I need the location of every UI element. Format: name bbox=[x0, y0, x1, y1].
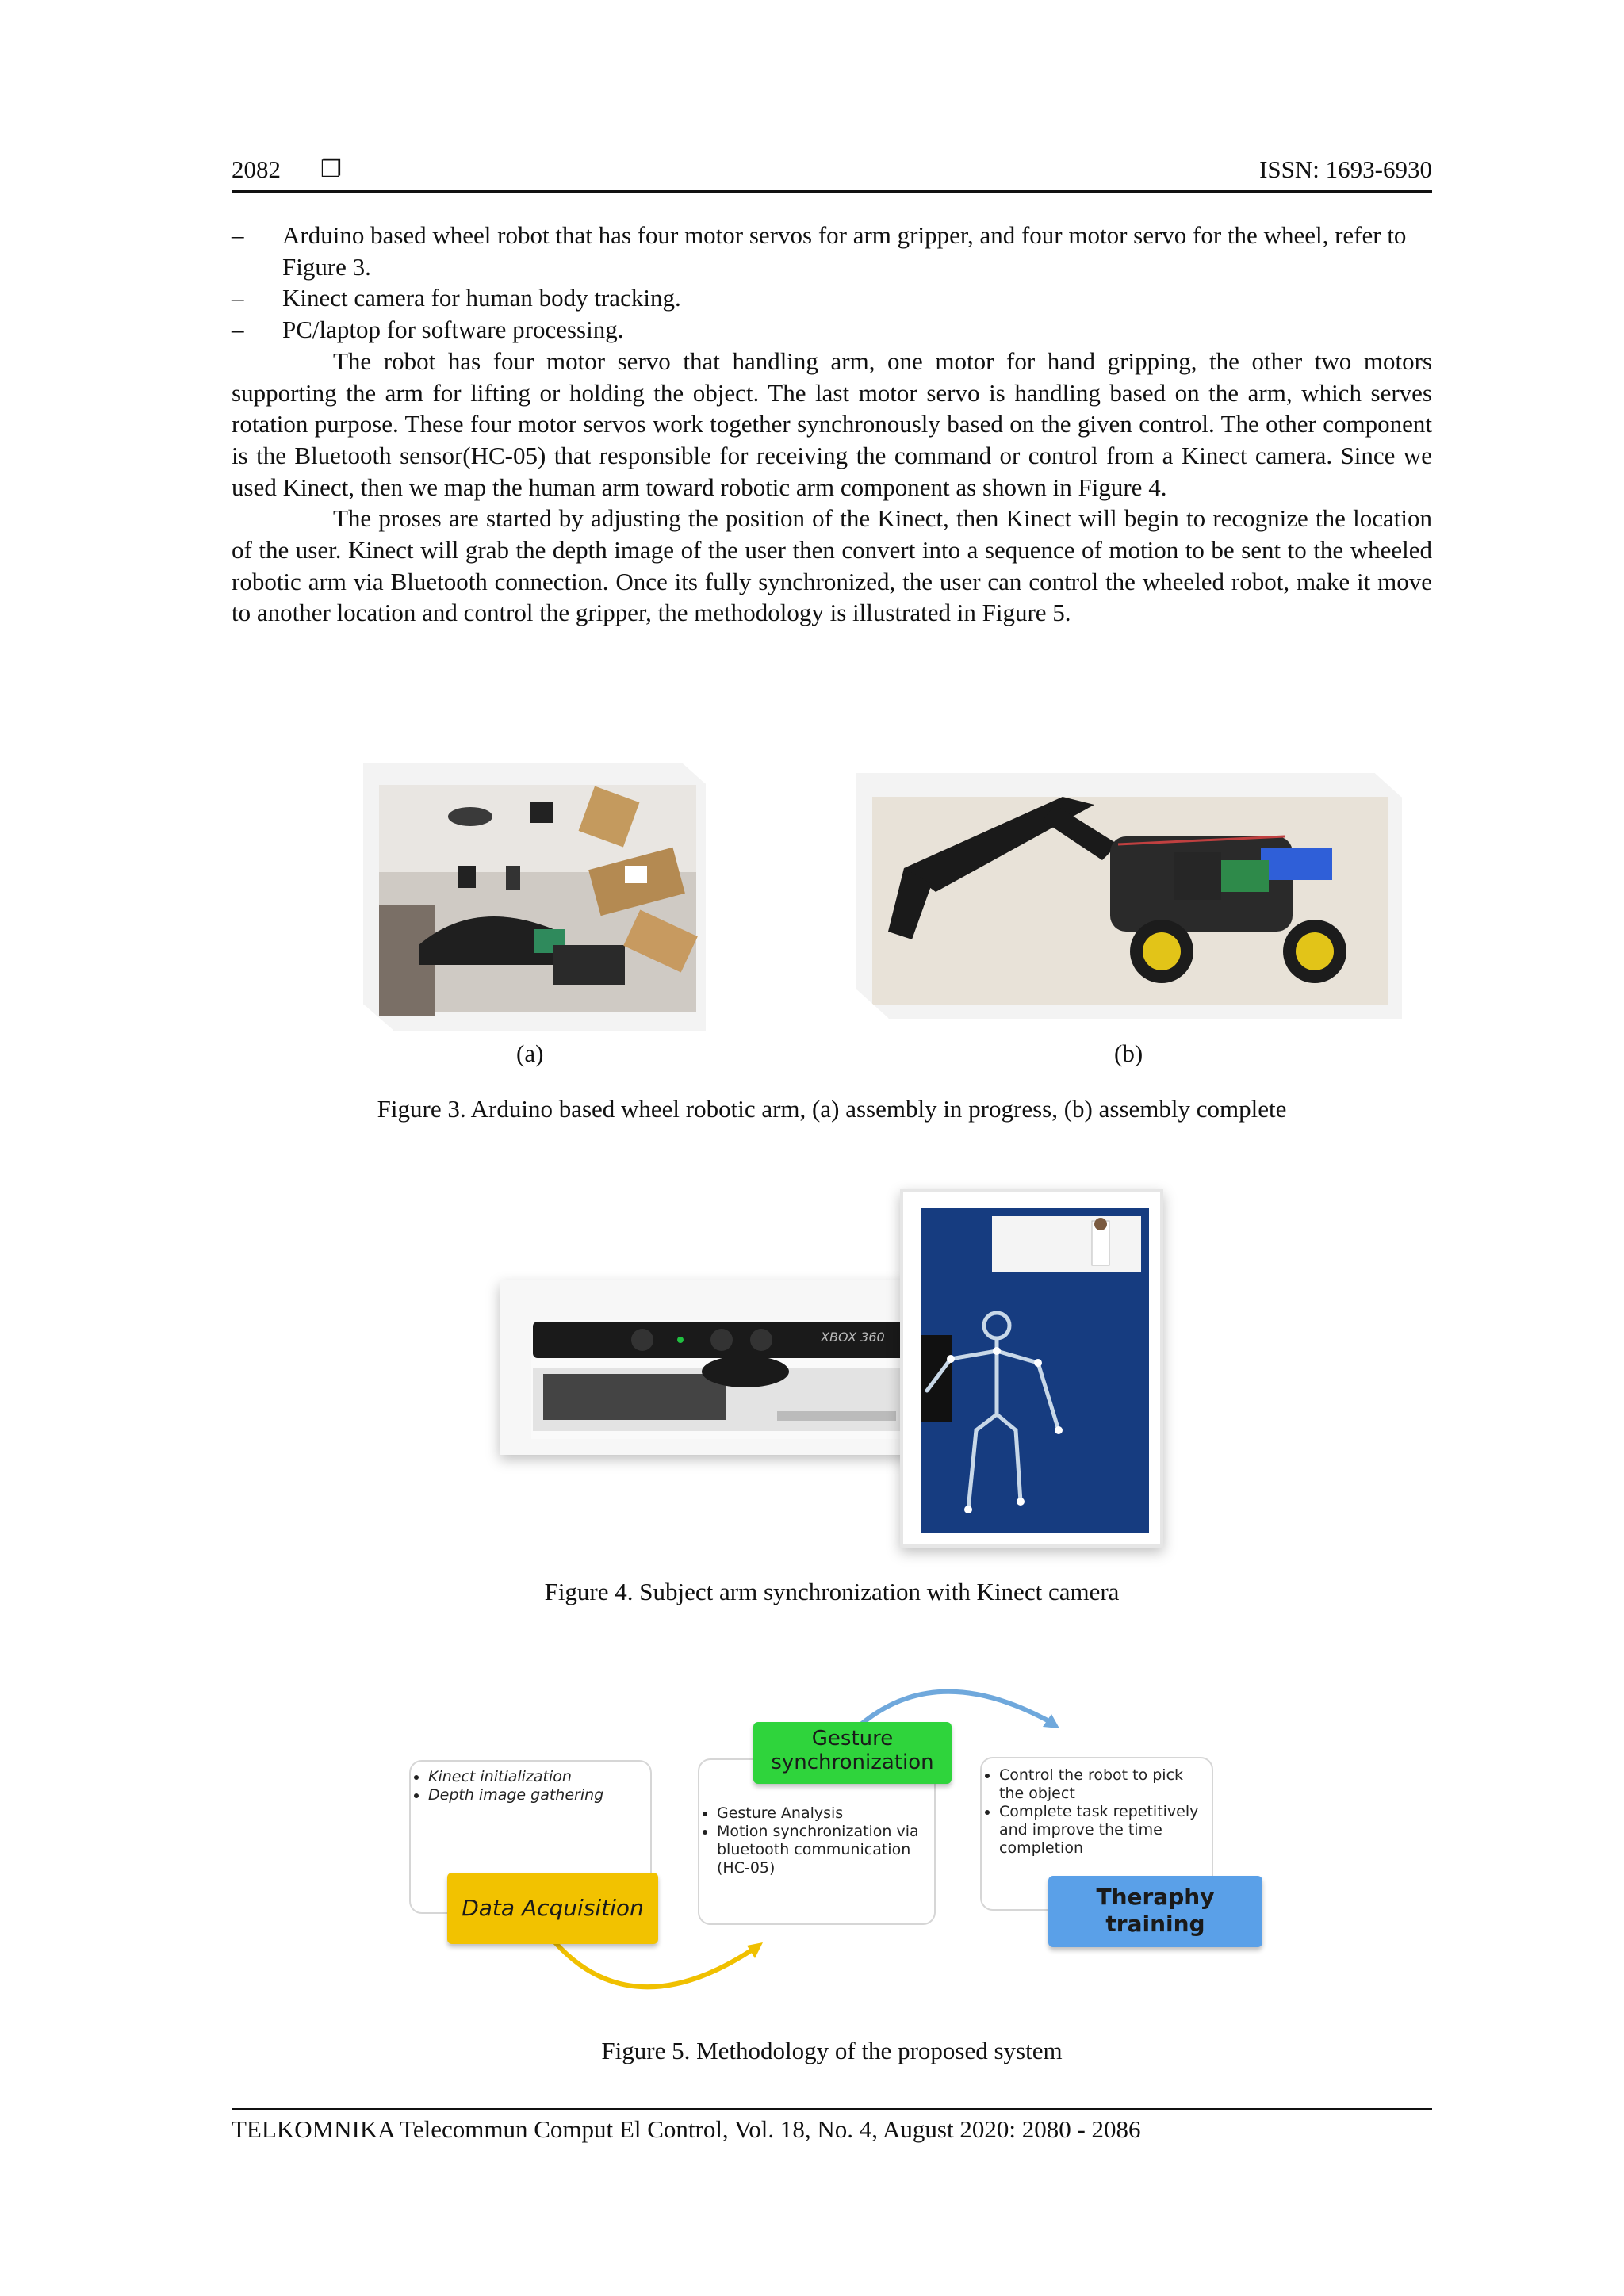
bullet-text: PC/laptop for software processing. bbox=[282, 316, 624, 344]
list-item: • Complete task repetitively and improve the time completion bbox=[999, 1803, 1205, 1858]
skeleton-tracking-image bbox=[903, 1192, 1160, 1544]
kinect-camera-image bbox=[500, 1280, 912, 1455]
list-item: • Kinect initialization bbox=[428, 1768, 650, 1786]
list-item: • Motion synchronization via bluetooth communication (HC-05) bbox=[717, 1823, 926, 1877]
body-paragraph: The proses are started by adjusting the position of the Kinect, then Kinect will begin to recognize the location of the user. Kinect will grab the depth image of the user then convert into a sequence of motion to be sent to the wheeled robotic arm via Bluetooth connection. Once its fully synchronized, the user can control the wheeled robot, make it move to another location and control the gripper, the methodology is illustrated in Figure 5. bbox=[232, 504, 1432, 627]
bullet-dash: – bbox=[232, 284, 244, 312]
skeleton-photo bbox=[900, 1189, 1163, 1548]
figure3a-photo bbox=[363, 763, 706, 1031]
gesture-label: Gesture synchronization bbox=[753, 1722, 952, 1784]
figure5-caption: Figure 5. Methodology of the proposed system bbox=[601, 2037, 1063, 2064]
data-acquisition-label: Data Acquisition bbox=[447, 1873, 658, 1944]
body-paragraph: The robot has four motor servo that handling arm, one motor for hand gripping, the other two motors supporting the arm for lifting or holding the object. The last motor servo is handling based on the arm, which serves rotation purpose. These four motor servos work together synchronously based on the given control. The other component is the Bluetooth sensor(HC-05) that responsible for receiving the command or control from a Kinect camera. Since we used Kinect, then we map the human arm toward robotic arm component as shown in Figure 4. bbox=[232, 346, 1432, 501]
bullet-text: Arduino based wheel robot that has four motor servos for arm gripper, and four motor servo for the wheel, refer to Figure 3. bbox=[282, 221, 1407, 281]
bullet-dash: – bbox=[232, 316, 244, 344]
list-item bbox=[232, 314, 1432, 346]
assembly-complete-image bbox=[856, 773, 1402, 1019]
footer-rule bbox=[232, 2108, 1432, 2110]
kinect-photo bbox=[500, 1280, 912, 1455]
header-rule bbox=[232, 190, 1432, 193]
figure3-label-b: (b) bbox=[1114, 1039, 1143, 1067]
figure4-caption: Figure 4. Subject arm synchronization with Kinect camera bbox=[544, 1578, 1120, 1605]
assembly-in-progress-image bbox=[363, 763, 706, 1031]
list-item bbox=[232, 282, 1432, 314]
bullet-text: Kinect camera for human body tracking. bbox=[282, 284, 681, 312]
header-symbol-icon: ❐ bbox=[320, 155, 342, 183]
list-item: • Control the robot to pick the object bbox=[999, 1766, 1205, 1803]
figure3-caption: Figure 3. Arduino based wheel robotic arm, (a) assembly in progress, (b) assembly complete bbox=[377, 1095, 1287, 1123]
figure3b-photo bbox=[856, 773, 1402, 1019]
figure3-label-a: (a) bbox=[516, 1039, 544, 1067]
footer-text: TELKOMNIKA Telecommun Comput El Control, Vol. 18, No. 4, August 2020: 2080 - 2086 bbox=[232, 2115, 1141, 2143]
bullet-dash: – bbox=[232, 221, 244, 249]
list-item: • Depth image gathering bbox=[428, 1786, 650, 1804]
issn: ISSN: 1693-6930 bbox=[1259, 155, 1432, 183]
list-item bbox=[232, 220, 1432, 282]
methodology-diagram bbox=[396, 1665, 1285, 2014]
page-number: 2082 bbox=[232, 155, 281, 183]
therapy-label: Theraphy training bbox=[1048, 1876, 1262, 1947]
list-item: • Gesture Analysis bbox=[717, 1804, 926, 1823]
bullet-list bbox=[232, 220, 1432, 629]
kinect-logo-text: XBOX 360 bbox=[821, 1330, 885, 1345]
